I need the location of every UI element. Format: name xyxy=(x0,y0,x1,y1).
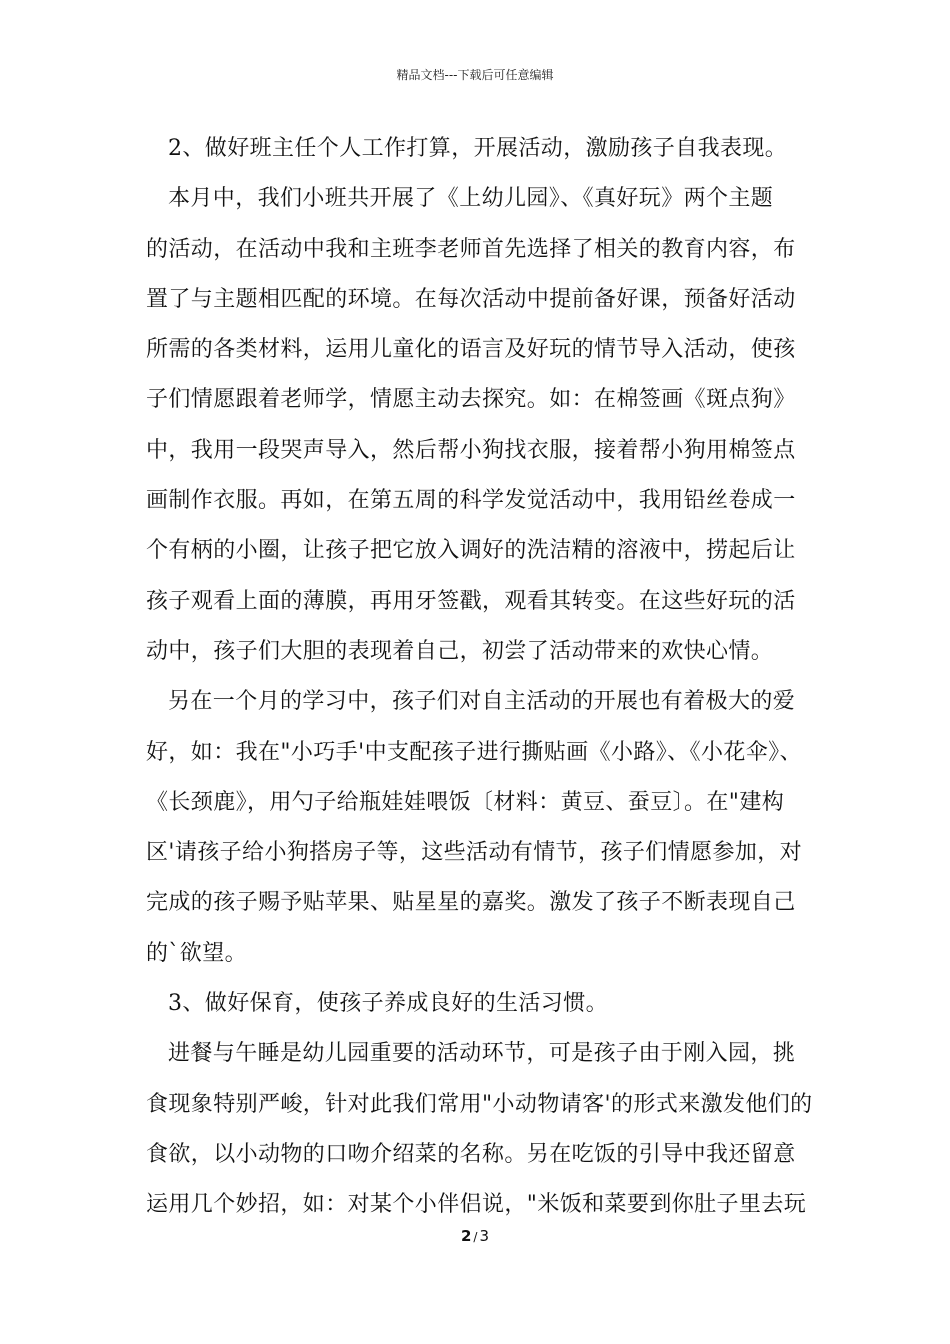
text-line: 置了与主题相匹配的环境。在每次活动中提前备好课，预备好活动 xyxy=(146,286,796,312)
text-line: 2、做好班主任个人工作打算，开展活动，激励孩子自我表现。 xyxy=(168,136,788,161)
text-line: 进餐与午睡是幼儿园重要的活动环节，可是孩子由于刚入园，挑 xyxy=(168,1041,796,1067)
text-line: 运用几个妙招，如：对某个小伴侣说，"米饭和菜要到你肚子里去玩 xyxy=(146,1192,807,1218)
text-line: 本月中，我们小班共开展了《上幼儿园》、《真好玩》两个主题 xyxy=(168,186,774,212)
document-body xyxy=(146,124,826,1231)
page-header: 精品文档---下载后可任意编辑 xyxy=(396,68,554,82)
text-line: 区'请孩子给小狗搭房子等，这些活动有情节，孩子们情愿参加，对 xyxy=(146,840,803,866)
page-number xyxy=(0,1226,950,1247)
text-line: 动中，孩子们大胆的表现着自己，初尝了活动带来的欢快心情。 xyxy=(146,638,774,664)
text-line: 的活动，在活动中我和主班李老师首先选择了相关的教育内容，布 xyxy=(146,236,796,262)
text-line: 好，如：我在"小巧手'中支配孩子进行撕贴画《小路》、《小花伞》、 xyxy=(146,739,802,765)
page-separator: / xyxy=(473,1230,478,1244)
text-line: 《长颈鹿》，用勺子给瓶娃娃喂饭〔材料：黄豆、蚕豆〕。在"建构 xyxy=(146,789,785,815)
current-page-number: 2 xyxy=(460,1227,472,1245)
text-line: 孩子观看上面的薄膜，再用牙签戳，观看其转变。在这些好玩的活 xyxy=(146,588,796,614)
text-line: 所需的各类材料，运用儿童化的语言及好玩的情节导入活动，使孩 xyxy=(146,337,796,363)
text-line: 的`欲望。 xyxy=(146,940,248,966)
text-line: 画制作衣服。再如，在第五周的科学发觉活动中，我用铅丝卷成一 xyxy=(146,488,796,514)
text-line: 食欲，以小动物的口吻介绍菜的名称。另在吃饭的引导中我还留意 xyxy=(146,1141,796,1167)
text-line: 子们情愿跟着老师学，情愿主动去探究。如：在棉签画《斑点狗》 xyxy=(146,387,796,413)
text-line: 食现象特别严峻，针对此我们常用"小动物请客'的形式来激发他们的 xyxy=(146,1091,813,1117)
text-line: 个有柄的小圈，让孩子把它放入调好的洗洁精的溶液中，捞起后让 xyxy=(146,538,796,564)
text-line: 完成的孩子赐予贴苹果、贴星星的嘉奖。激发了孩子不断表现自己 xyxy=(146,890,796,916)
text-line: 中，我用一段哭声导入，然后帮小狗找衣服，接着帮小狗用棉签点 xyxy=(146,437,796,463)
text-line: 3、做好保育，使孩子养成良好的生活习惯。 xyxy=(168,991,608,1017)
text-line: 另在一个月的学习中，孩子们对自主活动的开展也有着极大的爱 xyxy=(168,689,796,715)
total-page-count: 3 xyxy=(479,1227,490,1245)
